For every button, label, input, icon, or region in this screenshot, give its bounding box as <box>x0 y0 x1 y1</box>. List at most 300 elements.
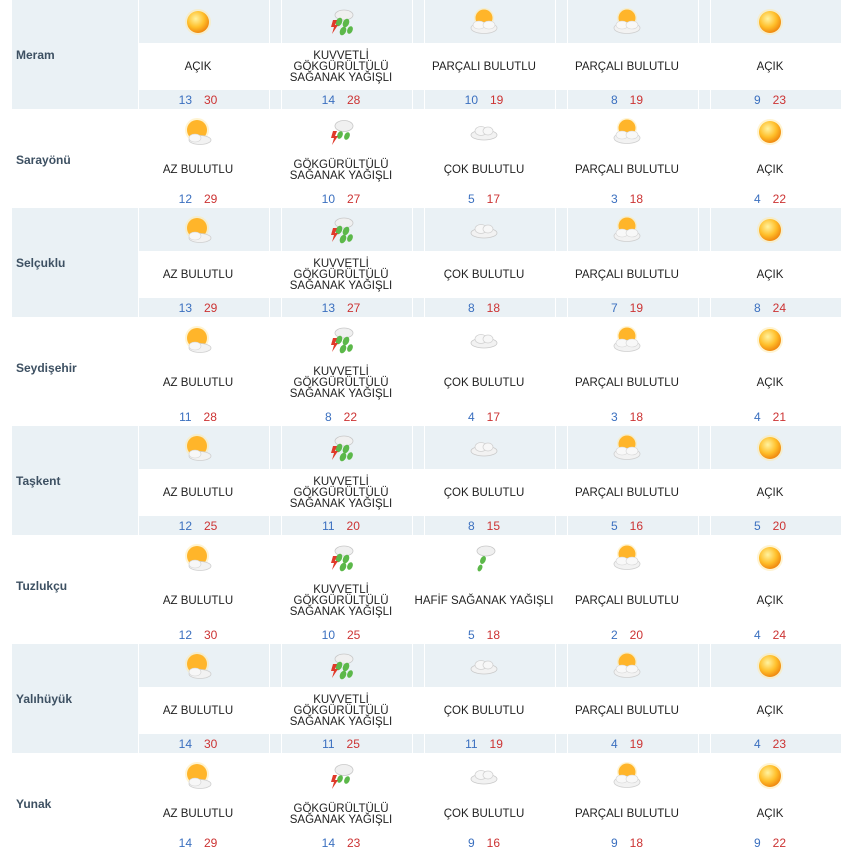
max-temperature: 18 <box>629 191 644 206</box>
condition-line: KUVVETLİ <box>313 584 369 596</box>
temperature-range <box>413 189 555 208</box>
storm-heavy-icon <box>326 325 356 355</box>
column-divider <box>281 644 282 753</box>
city-cell <box>12 109 138 208</box>
condition-label <box>413 578 555 625</box>
max-temperature: 29 <box>204 835 218 850</box>
condition-line: HAFİF SAĞANAK YAĞIŞLI <box>414 595 554 607</box>
forecast-cell <box>699 208 841 317</box>
condition-line: AZ BULUTLU <box>162 164 234 176</box>
condition-label <box>699 44 841 90</box>
condition-line: SAĞANAK YAĞIŞLI <box>289 715 393 728</box>
storm-heavy-icon <box>326 433 356 463</box>
condition-label <box>127 796 269 833</box>
forecast-cell <box>413 0 555 109</box>
mostly-sunny-icon <box>183 325 213 355</box>
sun-icon <box>183 7 213 37</box>
condition-label <box>413 688 555 734</box>
min-temperature: 8 <box>610 92 618 107</box>
condition-label <box>270 470 412 516</box>
storm-heavy-icon <box>326 7 356 37</box>
forecast-cell <box>699 753 841 852</box>
min-temperature: 13 <box>321 300 335 315</box>
city-name: Seydişehir <box>16 361 77 375</box>
max-temperature: 20 <box>346 518 360 533</box>
column-divider <box>138 644 139 753</box>
max-temperature: 30 <box>204 92 218 107</box>
cloud-icon <box>469 117 499 147</box>
cloud-icon <box>469 651 499 681</box>
city-cell <box>12 0 138 109</box>
min-temperature: 8 <box>467 300 475 315</box>
condition-line: SAĞANAK YAĞIŞLI <box>289 279 393 292</box>
partly-cloudy-icon <box>612 7 642 37</box>
condition-label <box>270 796 412 833</box>
partly-cloudy-icon <box>612 215 642 245</box>
condition-line: ÇOK BULUTLU <box>443 377 525 389</box>
min-temperature: 5 <box>467 191 475 206</box>
min-temperature: 11 <box>465 736 478 751</box>
condition-label <box>556 578 698 625</box>
condition-line: AÇIK <box>184 60 212 73</box>
min-temperature: 14 <box>178 736 192 751</box>
forecast-cell <box>556 535 698 644</box>
forecast-cell <box>270 208 412 317</box>
sun-icon <box>755 325 785 355</box>
city-name: Sarayönü <box>16 153 71 167</box>
condition-line: GÖKGÜRÜLTÜLÜ <box>293 486 389 499</box>
partly-cloudy-icon <box>612 325 642 355</box>
condition-line: GÖKGÜRÜLTÜLÜ <box>293 377 389 389</box>
condition-label <box>556 470 698 516</box>
min-temperature: 4 <box>753 627 761 642</box>
condition-line: PARÇALI BULUTLU <box>575 60 679 73</box>
condition-label <box>270 252 412 298</box>
forecast-cell <box>413 753 555 852</box>
sun-icon <box>755 215 785 245</box>
condition-label <box>556 252 698 298</box>
partly-cloudy-icon <box>612 761 642 791</box>
temperature-range <box>270 90 412 109</box>
min-temperature: 14 <box>178 835 192 850</box>
column-divider <box>138 426 139 535</box>
temperature-range <box>270 734 412 753</box>
partly-cloudy-icon <box>612 433 642 463</box>
min-temperature: 9 <box>753 92 761 107</box>
max-temperature: 23 <box>347 835 361 850</box>
mostly-sunny-icon <box>183 651 213 681</box>
partly-cloudy-icon <box>612 651 642 681</box>
city-name: Taşkent <box>16 474 61 488</box>
location-row <box>12 109 855 208</box>
condition-line: AÇIK <box>756 595 784 607</box>
cloud-icon <box>469 325 499 355</box>
temperature-range <box>413 516 555 535</box>
condition-line: ÇOK BULUTLU <box>443 808 525 820</box>
condition-label <box>270 360 412 407</box>
condition-line: SAĞANAK YAĞIŞLI <box>289 813 393 826</box>
forecast-cell <box>556 753 698 852</box>
forecast-cell <box>699 0 841 109</box>
max-temperature: 18 <box>629 835 644 850</box>
sun-icon <box>755 761 785 791</box>
temperature-range <box>270 189 412 208</box>
condition-line: GÖKGÜRÜLTÜLÜ <box>293 595 389 607</box>
column-divider <box>138 0 139 109</box>
max-temperature: 18 <box>629 409 644 424</box>
forecast-cell <box>270 317 412 426</box>
max-temperature: 19 <box>629 300 644 315</box>
forecast-cell <box>699 426 841 535</box>
temperature-range <box>127 516 269 535</box>
mostly-sunny-icon <box>183 543 213 573</box>
condition-line: KUVVETLİ <box>313 366 369 378</box>
forecast-cell <box>556 317 698 426</box>
temperature-range <box>127 298 269 317</box>
forecast-cell <box>127 317 269 426</box>
condition-line: ÇOK BULUTLU <box>443 164 525 176</box>
location-row <box>12 644 855 753</box>
condition-label <box>699 152 841 189</box>
temperature-range <box>699 833 841 852</box>
location-row <box>12 426 855 535</box>
condition-label <box>556 44 698 90</box>
location-row <box>12 317 855 426</box>
city-cell <box>12 644 138 753</box>
condition-line: AÇIK <box>756 164 784 176</box>
temperature-range <box>127 189 269 208</box>
max-temperature: 24 <box>772 627 787 642</box>
partly-cloudy-icon <box>469 7 499 37</box>
max-temperature: 20 <box>629 627 644 642</box>
condition-line: AÇIK <box>756 486 784 499</box>
forecast-cell <box>556 109 698 208</box>
min-temperature: 4 <box>467 409 475 424</box>
condition-label <box>413 470 555 516</box>
temperature-range <box>699 298 841 317</box>
condition-line: SAĞANAK YAĞIŞLI <box>289 606 393 618</box>
min-temperature: 11 <box>322 736 335 751</box>
max-temperature: 25 <box>204 518 218 533</box>
column-divider <box>567 0 568 109</box>
column-divider <box>138 208 139 317</box>
sun-icon <box>755 117 785 147</box>
condition-line: GÖKGÜRÜLTÜLÜ <box>293 268 389 281</box>
condition-line: GÖKGÜRÜLTÜLÜ <box>293 802 389 815</box>
column-divider <box>424 644 425 753</box>
sun-icon <box>755 543 785 573</box>
condition-label <box>127 252 269 298</box>
column-divider <box>710 426 711 535</box>
temperature-range <box>127 407 269 426</box>
condition-label <box>556 796 698 833</box>
forecast-cell <box>413 644 555 753</box>
max-temperature: 18 <box>486 300 501 315</box>
condition-label <box>127 688 269 734</box>
max-temperature: 27 <box>347 191 361 206</box>
min-temperature: 2 <box>610 627 618 642</box>
condition-label <box>699 360 841 407</box>
condition-line: SAĞANAK YAĞIŞLI <box>289 169 393 182</box>
column-divider <box>567 426 568 535</box>
condition-label <box>413 152 555 189</box>
min-temperature: 4 <box>753 736 761 751</box>
condition-label <box>699 796 841 833</box>
storm-heavy-icon <box>326 215 356 245</box>
condition-line: AZ BULUTLU <box>162 268 234 281</box>
forecast-cell <box>127 208 269 317</box>
forecast-cell <box>413 317 555 426</box>
forecast-cell <box>270 109 412 208</box>
column-divider <box>567 208 568 317</box>
condition-line: AÇIK <box>756 377 784 389</box>
condition-line: SAĞANAK YAĞIŞLI <box>289 388 393 400</box>
max-temperature: 19 <box>629 736 644 751</box>
max-temperature: 19 <box>489 736 503 751</box>
max-temperature: 23 <box>772 736 787 751</box>
condition-line: PARÇALI BULUTLU <box>575 164 679 176</box>
forecast-cell <box>127 535 269 644</box>
condition-line: ÇOK BULUTLU <box>443 704 525 717</box>
column-divider <box>281 208 282 317</box>
city-name: Yalıhüyük <box>16 692 73 706</box>
condition-line: PARÇALI BULUTLU <box>575 704 679 717</box>
mostly-sunny-icon <box>183 117 213 147</box>
column-divider <box>567 644 568 753</box>
column-divider <box>424 208 425 317</box>
condition-line: PARÇALI BULUTLU <box>575 595 679 607</box>
condition-label <box>699 688 841 734</box>
min-temperature: 12 <box>178 191 192 206</box>
forecast-cell <box>270 0 412 109</box>
max-temperature: 18 <box>486 627 501 642</box>
condition-label <box>270 688 412 734</box>
temperature-range <box>270 298 412 317</box>
condition-line: KUVVETLİ <box>313 49 369 62</box>
max-temperature: 19 <box>490 92 504 107</box>
condition-line: AÇIK <box>756 268 784 281</box>
condition-label <box>413 252 555 298</box>
forecast-cell <box>413 535 555 644</box>
condition-label <box>127 470 269 516</box>
condition-line: GÖKGÜRÜLTÜLÜ <box>293 704 389 717</box>
temperature-range <box>556 833 698 852</box>
max-temperature: 29 <box>204 191 218 206</box>
column-divider <box>281 0 282 109</box>
forecast-cell <box>270 535 412 644</box>
temperature-range <box>127 625 269 644</box>
condition-line: KUVVETLİ <box>313 475 369 488</box>
forecast-cell <box>127 109 269 208</box>
temperature-range <box>556 734 698 753</box>
max-temperature: 21 <box>772 409 787 424</box>
temperature-range <box>699 90 841 109</box>
condition-line: SAĞANAK YAĞIŞLI <box>289 497 393 510</box>
temperature-range <box>270 833 412 852</box>
forecast-cell <box>127 0 269 109</box>
min-temperature: 8 <box>324 409 332 424</box>
mostly-sunny-icon <box>183 215 213 245</box>
max-temperature: 22 <box>343 409 358 424</box>
condition-line: GÖKGÜRÜLTÜLÜ <box>293 60 389 73</box>
forecast-cell <box>270 426 412 535</box>
temperature-range <box>413 90 555 109</box>
max-temperature: 22 <box>772 191 787 206</box>
temperature-range <box>413 833 555 852</box>
temperature-range <box>699 516 841 535</box>
cloud-icon <box>469 761 499 791</box>
condition-label <box>699 578 841 625</box>
city-cell <box>12 753 138 852</box>
storm-heavy-icon <box>326 651 356 681</box>
condition-line: GÖKGÜRÜLTÜLÜ <box>293 158 389 171</box>
condition-line: AZ BULUTLU <box>162 486 234 499</box>
max-temperature: 17 <box>486 409 501 424</box>
column-divider <box>710 644 711 753</box>
forecast-cell <box>699 317 841 426</box>
temperature-range <box>127 833 269 852</box>
condition-line: PARÇALI BULUTLU <box>575 808 679 820</box>
condition-line: AZ BULUTLU <box>162 377 234 389</box>
max-temperature: 16 <box>629 518 644 533</box>
temperature-range <box>699 734 841 753</box>
storm-icon <box>326 761 356 791</box>
max-temperature: 30 <box>204 736 218 751</box>
temperature-range <box>127 90 269 109</box>
min-temperature: 12 <box>178 518 192 533</box>
min-temperature: 9 <box>610 835 618 850</box>
min-temperature: 7 <box>610 300 618 315</box>
city-name: Meram <box>16 48 55 62</box>
max-temperature: 25 <box>347 627 361 642</box>
condition-label <box>270 578 412 625</box>
condition-line: SAĞANAK YAĞIŞLI <box>289 71 393 84</box>
city-cell <box>12 535 138 644</box>
partly-cloudy-icon <box>612 543 642 573</box>
condition-line: PARÇALI BULUTLU <box>575 377 679 389</box>
temperature-range <box>413 298 555 317</box>
condition-line: ÇOK BULUTLU <box>443 268 525 281</box>
cloud-icon <box>469 215 499 245</box>
min-temperature: 11 <box>322 518 335 533</box>
condition-label <box>127 152 269 189</box>
temperature-range <box>413 734 555 753</box>
min-temperature: 4 <box>753 191 761 206</box>
temperature-range <box>556 90 698 109</box>
temperature-range <box>556 298 698 317</box>
forecast-cell <box>270 644 412 753</box>
temperature-range <box>270 625 412 644</box>
sun-icon <box>755 651 785 681</box>
max-temperature: 16 <box>486 835 501 850</box>
mostly-sunny-icon <box>183 761 213 791</box>
min-temperature: 9 <box>467 835 475 850</box>
max-temperature: 24 <box>772 300 787 315</box>
condition-label <box>556 688 698 734</box>
city-name: Tuzlukçu <box>16 579 68 593</box>
forecast-cell <box>699 644 841 753</box>
temperature-range <box>699 189 841 208</box>
forecast-cell <box>127 644 269 753</box>
condition-label <box>413 796 555 833</box>
min-temperature: 10 <box>464 92 478 107</box>
max-temperature: 17 <box>486 191 501 206</box>
condition-label <box>127 360 269 407</box>
condition-line: AÇIK <box>756 60 784 73</box>
forecast-cell <box>270 753 412 852</box>
temperature-range <box>556 625 698 644</box>
city-name: Selçuklu <box>16 256 66 270</box>
column-divider <box>281 426 282 535</box>
temperature-range <box>556 516 698 535</box>
mostly-sunny-icon <box>183 433 213 463</box>
condition-line: AÇIK <box>756 808 784 820</box>
forecast-cell <box>556 0 698 109</box>
condition-label <box>556 360 698 407</box>
forecast-cell <box>556 644 698 753</box>
min-temperature: 4 <box>610 736 618 751</box>
forecast-cell <box>127 426 269 535</box>
max-temperature: 23 <box>772 92 787 107</box>
min-temperature: 8 <box>467 518 475 533</box>
condition-line: ÇOK BULUTLU <box>443 486 525 499</box>
condition-line: AZ BULUTLU <box>162 808 234 820</box>
location-row <box>12 535 855 644</box>
condition-label <box>270 44 412 90</box>
partly-cloudy-icon <box>612 117 642 147</box>
forecast-cell <box>699 535 841 644</box>
min-temperature: 13 <box>178 300 192 315</box>
forecast-cell <box>413 426 555 535</box>
forecast-cell <box>556 208 698 317</box>
max-temperature: 27 <box>347 300 361 315</box>
temperature-range <box>556 189 698 208</box>
min-temperature: 11 <box>179 409 192 424</box>
city-name: Yunak <box>16 797 52 811</box>
column-divider <box>710 0 711 109</box>
min-temperature: 5 <box>753 518 761 533</box>
max-temperature: 19 <box>629 92 644 107</box>
temperature-range <box>127 734 269 753</box>
cloud-icon <box>469 433 499 463</box>
min-temperature: 3 <box>610 409 618 424</box>
column-divider <box>424 426 425 535</box>
temperature-range <box>699 407 841 426</box>
forecast-cell <box>556 426 698 535</box>
condition-label <box>556 152 698 189</box>
light-shower-icon <box>469 543 499 573</box>
sun-icon <box>755 433 785 463</box>
min-temperature: 5 <box>467 627 475 642</box>
condition-line: AÇIK <box>756 704 784 717</box>
min-temperature: 4 <box>753 409 761 424</box>
condition-label <box>413 360 555 407</box>
min-temperature: 14 <box>321 92 335 107</box>
city-cell <box>12 317 138 426</box>
min-temperature: 3 <box>610 191 618 206</box>
condition-line: PARÇALI BULUTLU <box>575 268 679 281</box>
max-temperature: 28 <box>203 409 217 424</box>
max-temperature: 15 <box>486 518 501 533</box>
forecast-cell <box>413 208 555 317</box>
forecast-cell <box>413 109 555 208</box>
storm-heavy-icon <box>326 543 356 573</box>
condition-label <box>699 470 841 516</box>
min-temperature: 14 <box>321 835 335 850</box>
condition-label <box>699 252 841 298</box>
min-temperature: 13 <box>178 92 192 107</box>
min-temperature: 10 <box>321 191 335 206</box>
